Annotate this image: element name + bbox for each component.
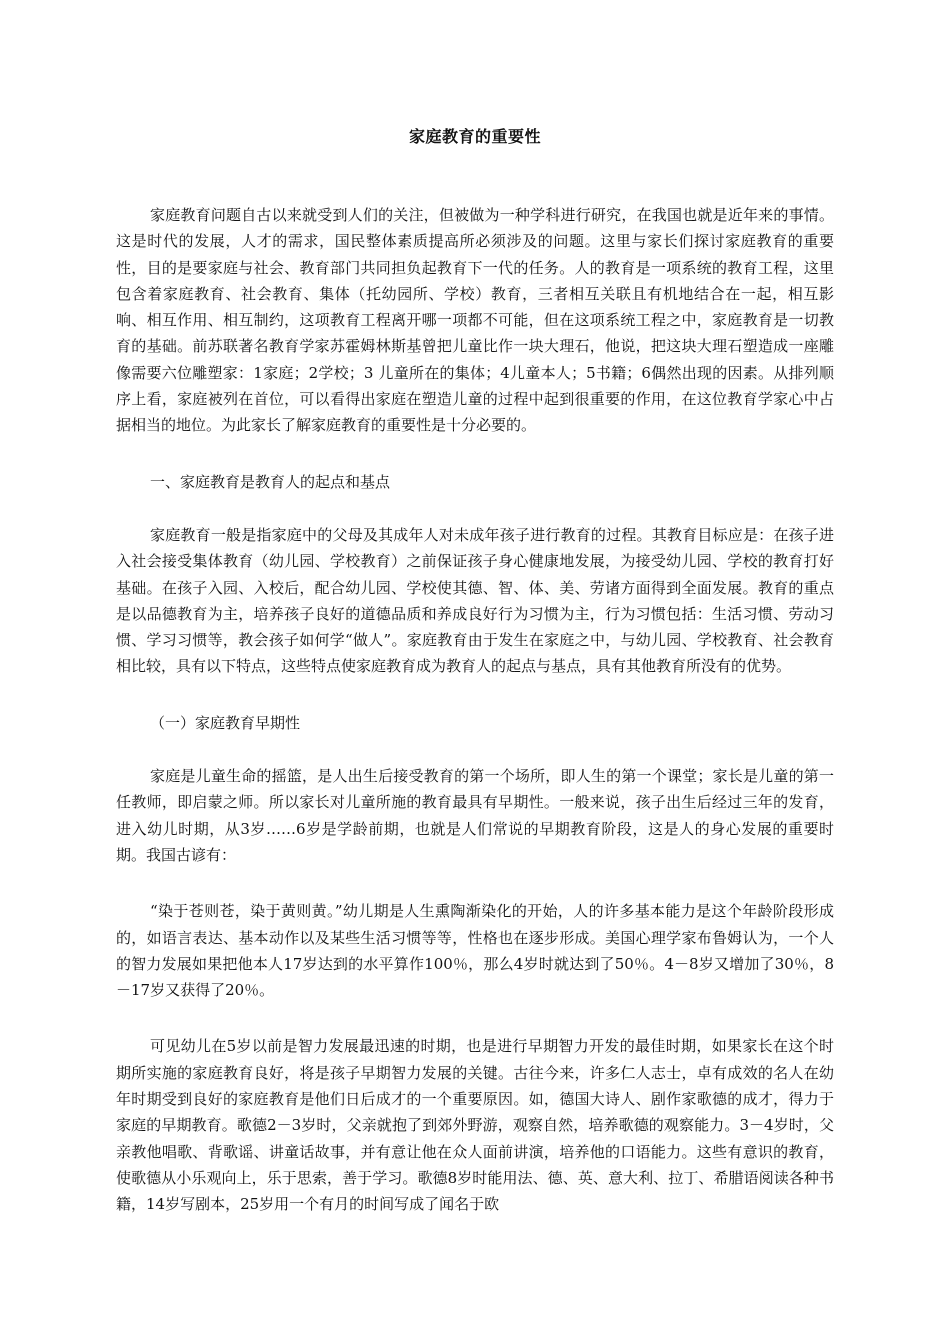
document-title: 家庭教育的重要性	[408, 127, 541, 146]
subsection-1-paragraph-3: 可见幼儿在5岁以前是智力发展最迅速的时期，也是进行早期智力开发的最佳时期，如果家长在这个时期所实施的家庭教育良好，将是孩子早期智力发展的关键。古往今来，许多仁人志士，卓有成效的名人在幼年时期受到良好的家庭教育是他们日后成才的一个重要原因。如，德国大诗人、剧作家歌德的成才，得力于家庭的早期教育。歌德2－3岁时，父亲就抱了到郊外野游，观察自然，培养歌德的观察能力。3－4岁时，父亲教他唱歌、背歌谣、讲童话故事，并有意让他在众人面前讲演，培养他的口语能力。这些有意识的教育，使歌德从小乐观向上，乐于思索，善于学习。歌德8岁时能用法、德、英、意大利、拉丁、希腊语阅读各种书籍，14岁写剧本，25岁用一个有月的时间写成了闻名于欧	[116, 1037, 834, 1214]
section-heading-1: 一、家庭教育是教育人的起点和基点	[150, 472, 391, 491]
paragraph-spacer	[116, 1003, 834, 1033]
paragraph-spacer	[116, 495, 834, 522]
paragraph-spacer	[116, 680, 834, 710]
subsection-heading-1: （一）家庭教育早期性	[150, 713, 301, 732]
intro-paragraph: 家庭教育问题自古以来就受到人们的关注，但被做为一种学科进行研究，在我国也就是近年来的事情。这是时代的发展，人才的需求，国民整体素质提高所必须涉及的问题。这里与家长们探讨家庭教育的重要性，目的是要家庭与社会、教育部门共同担负起教育下一代的任务。人的教育是一项系统的教育工程，这里包含着家庭教育、社会教育、集体（托幼园所、学校）教育，三者相互关联且有机地结合在一起，相互影响、相互作用、相互制约，这项教育工程离开哪一项都不可能，但在这项系统工程之中，家庭教育是一切教育的基础。前苏联著名教育学家苏霍姆林斯基曾把儿童比作一块大理石，他说，把这块大理石塑造成一座雕像需要六位雕塑家：1家庭；2学校；3 儿童所在的集体；4儿童本人；5书籍；6偶然出现的因素。从排列顺序上看，家庭被列在首位，可以看得出家庭在塑造儿童的过程中起到很重要的作用，在这位教育学家心中占据相当的地位。为此家长了解家庭教育的重要性是十分必要的。	[116, 206, 834, 435]
paragraph-spacer	[116, 736, 834, 763]
document-body	[116, 202, 834, 1218]
paragraph-spacer	[116, 439, 834, 469]
subsection-1-paragraph-1: 家庭是儿童生命的摇篮，是人出生后接受教育的第一个场所，即人生的第一个课堂；家长是儿童的第一任教师，即启蒙之师。所以家长对儿童所施的教育最具有早期性。一般来说，孩子出生后经过三年的发育，进入幼儿时期，从3岁……6岁是学龄前期，也就是人们常说的早期教育阶段，这是人的身心发展的重要时期。我国古谚有：	[116, 767, 834, 864]
paragraph-spacer	[116, 868, 834, 898]
subsection-1-paragraph-2: “染于苍则苍，染于黄则黄。”幼儿期是人生熏陶渐染化的开始，人的许多基本能力是这个年龄阶段形成的，如语言表达、基本动作以及某些生活习惯等等，性格也在逐步形成。美国心理学家布鲁姆认为，一个人的智力发展如果把他本人17岁达到的水平算作100％，那么4岁时就达到了50％。4－8岁又增加了30％，8－17岁又获得了20％。	[116, 902, 834, 1000]
section-1-paragraph: 家庭教育一般是指家庭中的父母及其成年人对未成年孩子进行教育的过程。其教育目标应是：在孩子进入社会接受集体教育（幼儿园、学校教育）之前保证孩子身心健康地发展，为接受幼儿园、学校的教育打好基础。在孩子入园、入校后，配合幼儿园、学校使其德、智、体、美、劳诸方面得到全面发展。教育的重点是以品德教育为主，培养孩子良好的道德品质和养成良好行为习惯为主，行为习惯包括：生活习惯、劳动习惯、学习习惯等，教会孩子如何学“做人”。家庭教育由于发生在家庭之中，与幼儿园、学校教育、社会教育相比较，具有以下特点，这些特点使家庭教育成为教育人的起点与基点，具有其他教育所没有的优势。	[116, 525, 834, 676]
